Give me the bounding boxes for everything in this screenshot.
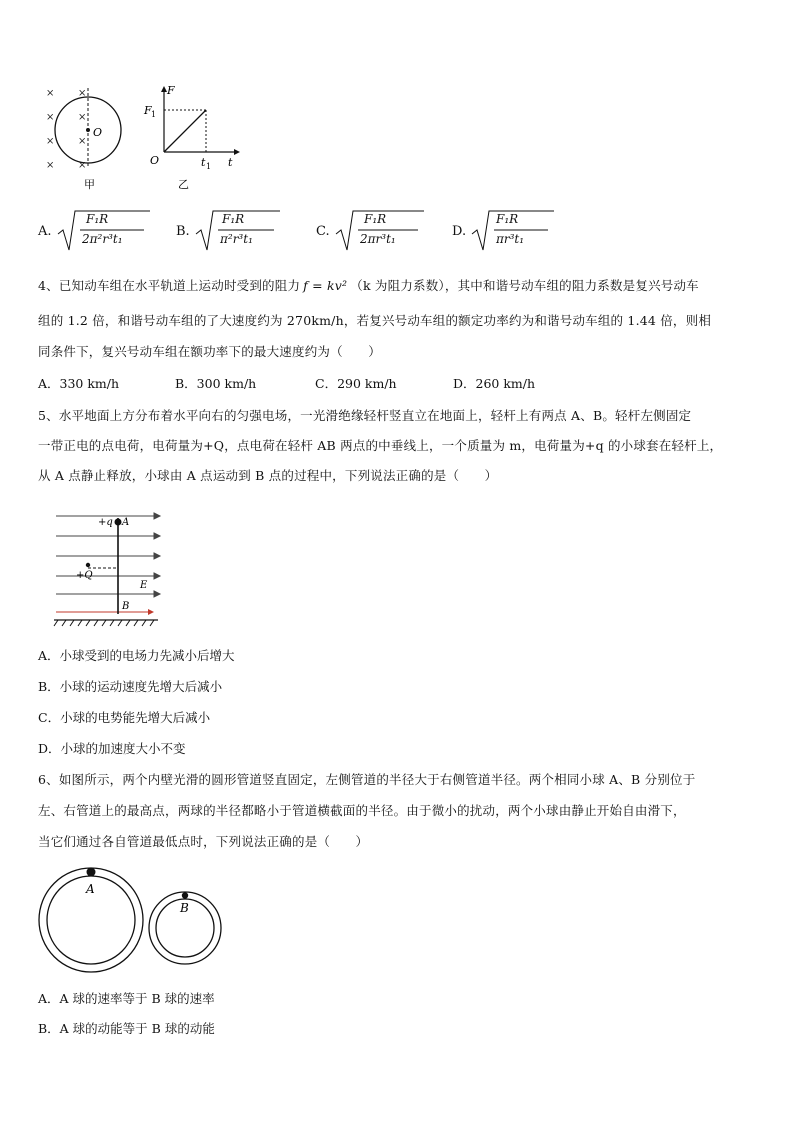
q4-option-a[interactable]: A．330 km/h <box>38 376 120 391</box>
option-letter: C. <box>316 224 330 239</box>
label-b: B <box>122 601 130 612</box>
label-b: B <box>180 901 189 915</box>
svg-text:×: × <box>78 160 87 171</box>
label-plus-q: +q <box>98 517 113 528</box>
f1-sub: 1 <box>151 110 157 119</box>
q3-figure <box>38 82 258 192</box>
option-letter: A. <box>38 224 52 239</box>
svg-text:×: × <box>46 112 55 123</box>
fraction-denominator: πr³t₁ <box>496 232 525 246</box>
center-point <box>86 128 90 132</box>
svg-text:×: × <box>46 88 55 99</box>
figure-yi-label: 乙 <box>178 178 189 191</box>
svg-text:×: × <box>78 136 87 147</box>
origin-label: O <box>150 154 160 167</box>
magnetic-field-crosses <box>46 88 86 171</box>
q4-formula: f = kv² <box>303 278 348 293</box>
q5-option-d[interactable]: D．小球的加速度大小不变 <box>38 741 186 756</box>
fraction-denominator: π²r³t₁ <box>220 232 253 246</box>
q4-option-b[interactable]: B．300 km/h <box>175 376 257 391</box>
q6-figure <box>36 866 226 976</box>
q5-figure <box>50 508 170 630</box>
fraction-numerator: F₁R <box>86 212 109 226</box>
q4-option-d[interactable]: D．260 km/h <box>453 376 536 391</box>
q5-stem-line-2: 一带正电的点电荷，电荷量为+Q，点电荷在轻杆 AB 两点的中垂线上，一个质量为 m，电荷量为+q 的小球套在轻杆上， <box>38 438 723 453</box>
option-letter: D. <box>452 224 467 239</box>
axis-f-label: F <box>167 84 175 97</box>
small-ball <box>115 519 122 526</box>
q5-option-c[interactable]: C．小球的电势能先增大后减小 <box>38 710 211 725</box>
q4-text: （k 为阻力系数），其中和谐号动车组的阻力系数是复兴号动车 <box>350 278 699 293</box>
label-a: A <box>122 517 130 528</box>
q3-options <box>38 208 758 254</box>
q4-option-c[interactable]: C．290 km/h <box>315 376 397 391</box>
svg-text:×: × <box>78 112 87 123</box>
fraction-numerator: F₁R <box>496 212 519 226</box>
q4-stem-line-2: 组的 1.2 倍，和谐号动车组的了大速度约为 270km/h，若复兴号动车组的额定功率约为和谐号动车组的 1.44 倍，则相 <box>38 313 712 328</box>
q6-option-a[interactable]: A．A 球的速率等于 B 球的速率 <box>38 991 215 1006</box>
q5-stem-line-1: 5、水平地面上方分布着水平向右的匀强电场，一光滑绝缘轻杆竖直立在地面上，轻杆上有两点 A、B。轻杆左侧固定 <box>38 408 692 423</box>
svg-text:×: × <box>78 88 87 99</box>
t1-label: t <box>201 156 206 169</box>
q4-text: 4、已知动车组在水平轨道上运动时受到的阻力 <box>38 278 301 293</box>
q6-stem-line-1: 6、如图所示，两个内壁光滑的圆形管道竖直固定，左侧管道的半径大于右侧管道半径。两个相同小球 A、B 分别位于 <box>38 772 696 787</box>
ball-b <box>182 892 188 898</box>
q4-stem-line-1 <box>38 276 699 294</box>
label-plus-Q: +Q <box>76 570 93 581</box>
fraction-numerator: F₁R <box>222 212 245 226</box>
svg-text:×: × <box>46 136 55 147</box>
label-e: E <box>140 580 148 591</box>
label-a: A <box>86 882 95 896</box>
center-label: O <box>93 126 103 139</box>
t1-sub: 1 <box>206 162 212 171</box>
q5-stem-line-3: 从 A 点静止释放，小球由 A 点运动到 B 点的过程中，下列说法正确的是（ ） <box>38 468 498 483</box>
svg-text:×: × <box>46 160 55 171</box>
q6-stem-line-3: 当它们通过各自管道最低点时，下列说法正确的是（ ） <box>38 834 369 849</box>
q4-stem-line-3: 同条件下，复兴号动车组在额功率下的最大速度约为（ ） <box>38 344 381 359</box>
force-line <box>164 110 206 152</box>
q5-option-b[interactable]: B．小球的运动速度先增大后减小 <box>38 679 223 694</box>
ball-a <box>87 868 96 877</box>
fraction-numerator: F₁R <box>364 212 387 226</box>
fraction-denominator: 2π²r³t₁ <box>82 232 123 246</box>
q6-option-b[interactable]: B．A 球的动能等于 B 球的动能 <box>38 1021 215 1036</box>
figure-jia-label: 甲 <box>84 178 95 191</box>
q5-option-a[interactable]: A．小球受到的电场力先减小后增大 <box>38 648 235 663</box>
q6-stem-line-2: 左、右管道上的最高点，两球的半径都略小于管道横截面的半径。由于微小的扰动，两个小球由静止开始自由滑下， <box>38 803 686 818</box>
option-letter: B. <box>176 224 190 239</box>
f1-label: F <box>144 104 152 117</box>
point-charge <box>86 563 90 567</box>
axis-t-label: t <box>228 156 233 169</box>
fraction-denominator: 2πr³t₁ <box>360 232 396 246</box>
